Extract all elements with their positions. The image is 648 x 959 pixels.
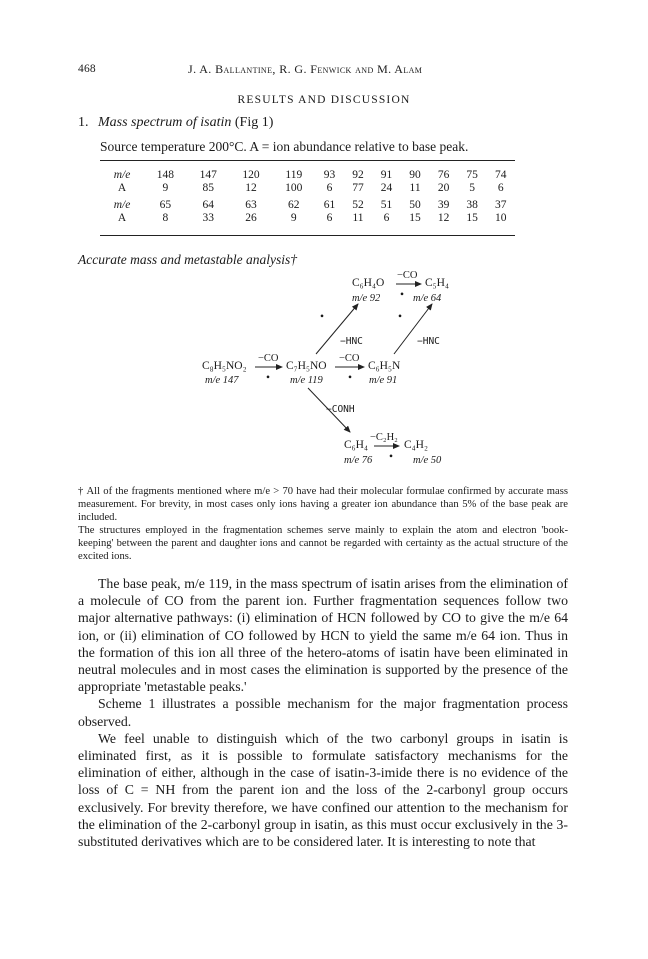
paragraph: We feel unable to distinguish which of the two carbonyl groups in isatin is eliminated first, as it is possible to formulate satisfactory mechanisms for the elimination of either, although in the case of isatin-3-imide there is no evidence of the loss of C = NH from the parent ion and the loss of the 2-carbonyl group occurs exclusively. For brevity therefore, we have confined our attention to the mechanism for the elimination of the 2-carbonyl group in isatin, as this must occur exclusively in the 3-substituted derivatives which are to be considered later. It is interesting to note that xyxy=(78,730,568,850)
table-cell: 6 xyxy=(497,182,504,194)
table-cell: 6 xyxy=(326,212,333,224)
table-cell: 100 xyxy=(285,182,303,194)
node-parent-mass: m/e 147 xyxy=(205,375,239,386)
table-cell: 11 xyxy=(352,212,364,224)
node-50-formula: C₄H₂ xyxy=(404,439,428,451)
table-cell: 8 xyxy=(162,212,169,224)
label-c2h2: −C₂H₂ xyxy=(370,432,398,443)
node-119-mass: m/e 119 xyxy=(290,375,323,386)
metastable-marker: • xyxy=(320,311,325,323)
table-cell: 6 xyxy=(383,212,390,224)
table-cell: 74 xyxy=(494,169,507,181)
table-cell: 39 xyxy=(437,199,450,211)
table-cell: 62 xyxy=(288,199,300,211)
label-co-147-119: −CO xyxy=(258,353,279,364)
node-92-formula: C₆H₄O xyxy=(352,277,385,289)
source-temperature-line: Source temperature 200°C. A = ion abundance relative to base peak. xyxy=(100,139,469,154)
running-header-authors: J. A. Ballantine, R. G. Fenwick and M. Alam xyxy=(188,62,423,76)
table-cell: 9 xyxy=(290,212,297,224)
node-64-mass: m/e 64 xyxy=(413,293,442,304)
node-64-formula: C₅H₄ xyxy=(425,277,449,289)
table-cell: 61 xyxy=(323,199,336,211)
table-cell: 12 xyxy=(437,212,450,224)
label-co-92-64: −CO xyxy=(397,270,418,281)
page-number: 468 xyxy=(78,63,96,75)
node-76-formula: C₆H₄ xyxy=(344,439,368,451)
table-cell: 6 xyxy=(326,182,333,194)
table-row-label: A xyxy=(117,212,127,224)
section-title: RESULTS AND DISCUSSION xyxy=(237,94,411,106)
node-76-mass: m/e 76 xyxy=(344,455,373,466)
node-50-mass: m/e 50 xyxy=(413,455,442,466)
table-cell: 65 xyxy=(159,199,172,211)
table-cell: 12 xyxy=(245,182,257,194)
table-cell: 85 xyxy=(202,182,214,194)
table-cell: 92 xyxy=(352,169,364,181)
figure-reference: (Fig 1) xyxy=(234,115,274,130)
table-cell: 64 xyxy=(202,199,214,211)
subsection-number: 1. xyxy=(78,115,89,130)
table-cell: 148 xyxy=(156,169,175,181)
node-92-mass: m/e 92 xyxy=(352,293,381,304)
table-cell: 50 xyxy=(409,199,421,211)
table-cell: 51 xyxy=(380,199,393,211)
metastable-marker: • xyxy=(348,372,353,384)
table-cell: 38 xyxy=(466,199,478,211)
node-119-formula: C₇H₅NO xyxy=(286,360,327,372)
label-conh: −CONH xyxy=(326,404,355,415)
paragraph: The base peak, m/e 119, in the mass spectrum of isatin arises from the elimination of a molecule of CO from the parent ion. Further fragmentation sequences follow two major alternative pathways: (i) elimination of HCN followed by CO to give the m/e 64 ion, or (ii) elimination of CO followed by HCN to yield the same m/e 64 ion. Thus in the formation of this ion all three of the hetero-atoms of isatin have been eliminated in neutral molecules and in most cases the elimination is supported by the presence of the appropriate 'metastable peaks.' xyxy=(78,576,568,695)
label-hnc-right: −HNC xyxy=(417,336,440,347)
node-parent-formula: C₈H₅NO₂ xyxy=(202,360,247,372)
node-91-mass: m/e 91 xyxy=(369,375,398,386)
table-row-label: m/e xyxy=(113,169,131,181)
table-cell: 37 xyxy=(494,199,507,211)
metastable-marker: • xyxy=(400,289,405,301)
table-cell: 75 xyxy=(466,169,478,181)
metastable-marker: • xyxy=(266,372,271,384)
table-cell: 33 xyxy=(202,212,214,224)
table-cell: 9 xyxy=(162,182,169,194)
scheme-heading: Accurate mass and metastable analysis† xyxy=(78,252,297,267)
table-cell: 147 xyxy=(199,169,217,181)
table-cell: 77 xyxy=(352,182,364,194)
footnote-accurate-mass: † All of the fragments mentioned where m/e > 70 have had their molecular formulae confirmed by accurate mass measurement. For brevity, in most cases only ions having a greater ion abundance than 5% of the base peak are included. xyxy=(78,486,568,523)
metastable-marker: • xyxy=(389,451,394,463)
table-cell: 63 xyxy=(245,199,257,211)
table-row-label: m/e xyxy=(113,199,131,211)
label-hnc-left: −HNC xyxy=(340,336,363,347)
table-cell: 5 xyxy=(469,182,475,194)
table-cell: 15 xyxy=(409,212,421,224)
table-cell: 26 xyxy=(245,212,257,224)
table-cell: 120 xyxy=(242,169,260,181)
subsection-title: Mass spectrum of isatin xyxy=(98,115,232,130)
node-91-formula: C₆H₅N xyxy=(368,360,401,372)
table-cell: 90 xyxy=(409,169,421,181)
table-cell: 52 xyxy=(352,199,364,211)
table-cell: 76 xyxy=(437,169,450,181)
table-cell: 11 xyxy=(409,182,421,194)
table-cell: 24 xyxy=(380,182,393,194)
table-row-label: A xyxy=(117,182,127,194)
paragraph: Scheme 1 illustrates a possible mechanism for the major fragmentation process observed. xyxy=(78,696,568,729)
table-cell: 93 xyxy=(323,169,336,181)
table-cell: 10 xyxy=(494,212,507,224)
footnote-structures: The structures employed in the fragmentation schemes serve mainly to explain the atom and electron 'book-keeping' between the parent and daughter ions and cannot be regarded with certainty as the actual structure of the excited ions. xyxy=(78,525,568,562)
table-cell: 91 xyxy=(380,169,393,181)
table-cell: 15 xyxy=(466,212,478,224)
metastable-marker: • xyxy=(398,311,403,323)
table-cell: 119 xyxy=(285,169,303,181)
body-text xyxy=(78,575,568,850)
table-cell: 20 xyxy=(437,182,450,194)
label-co-119-91: −CO xyxy=(339,353,360,364)
